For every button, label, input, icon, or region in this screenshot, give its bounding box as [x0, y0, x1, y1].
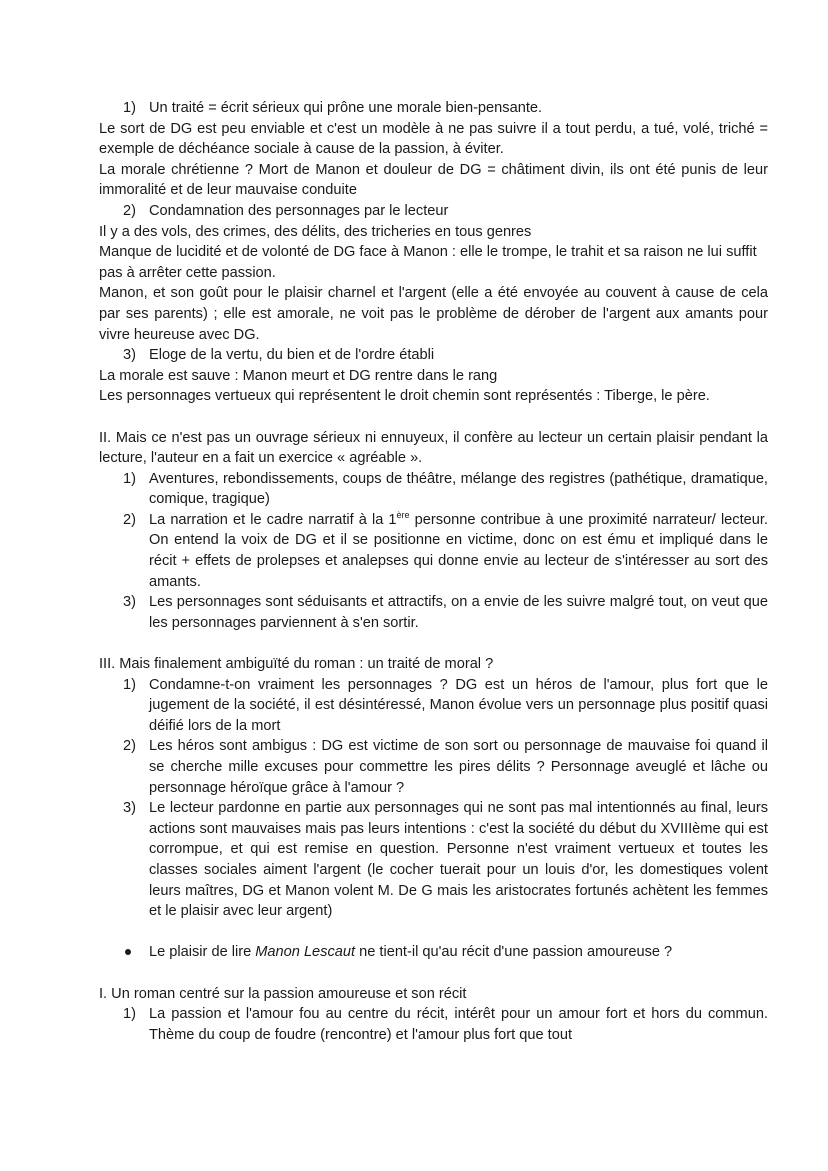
list-item — [99, 798, 768, 922]
list-item — [99, 736, 768, 798]
paragraph: Les personnages vertueux qui représentent le droit chemin sont représentés : Tiberge, le père. — [99, 388, 710, 405]
list-number: 1) — [123, 676, 136, 693]
list-number: 2) — [123, 738, 136, 755]
list-number: 1) — [123, 1006, 136, 1023]
paragraph: Le sort de DG est peu enviable et c'est un modèle à ne pas suivre il a tout perdu, a tué, volé, triché = exemple de déchéance sociale à cause de la passion, à éviter. — [99, 120, 768, 158]
list-number: 1) — [123, 470, 136, 487]
list-item — [99, 345, 768, 366]
spacer — [99, 407, 768, 428]
list-text: Condamnation des personnages par le lecteur — [149, 202, 449, 219]
paragraph: La morale chrétienne ? Mort de Manon et douleur de DG = châtiment divin, ils ont été punis de leur immoralité et de leur mauvaise conduite — [99, 161, 768, 199]
list-text: Eloge de la vertu, du bien et de l'ordre établi — [149, 347, 435, 364]
spacer — [99, 922, 768, 943]
list-item — [99, 510, 768, 592]
list-item — [99, 592, 768, 633]
text-run: ne tient-il qu'au récit d'une passion amoureuse ? — [355, 944, 673, 961]
book-title: Manon Lescaut — [255, 944, 356, 961]
list-number: 1) — [123, 100, 136, 116]
text-run: Le plaisir de lire — [149, 944, 256, 961]
paragraph: Manque de lucidité et de volonté de DG face à Manon : elle le trompe, le trahit et sa raison ne lui suffit pas à arrêter cette passion. — [99, 244, 757, 281]
list-number: 3) — [123, 594, 136, 611]
bullet-item — [99, 942, 768, 963]
list-number: 3) — [123, 800, 136, 817]
list-item — [99, 675, 768, 737]
list-text: Condamne-t-on vraiment les personnages ? DG est un héros de l'amour, plus fort que le jugement de la société, il est désintéressé, Manon évolue vers un personnage plus positif quasi déifié lors de la mort — [149, 676, 768, 734]
list-text — [149, 510, 768, 592]
bullet-icon — [123, 942, 149, 963]
list-text: Un traité = écrit sérieux qui prône une morale bien-pensante. — [149, 100, 543, 116]
list-item — [99, 201, 768, 222]
spacer — [99, 963, 768, 984]
paragraph: Il y a des vols, des crimes, des délits, des tricheries en tous genres — [99, 223, 532, 240]
section-heading: II. Mais ce n'est pas un ouvrage sérieux ni ennuyeux, il confère au lecteur un certain plaisir pendant la lecture, l'auteur en a fait un exercice « agréable ». — [99, 429, 768, 467]
list-text: Le lecteur pardonne en partie aux personnages qui ne sont pas mal intentionnés au final, leurs actions sont mauvaises mais pas leurs intentions : c'est la société du début du XVIIIème qui est corrompue, et qui est remise en question. Personne n'est vraiment vertueux et toutes les classes sociales aiment l'argent (le cocher tuerait pour un louis d'or, les domestiques volent leurs maîtres, DG et Manon volent M. De G mais les aristocrates fortunés achètent les femmes et le plaisir avec leur argent) — [149, 800, 768, 920]
list-item — [99, 469, 768, 510]
section-heading: III. Mais finalement ambiguïté du roman : un traité de moral ? — [99, 656, 494, 673]
list-number: 2) — [123, 202, 136, 219]
superscript: ère — [396, 510, 410, 521]
list-number: 2) — [123, 511, 136, 528]
spacer — [99, 633, 768, 654]
list-text: Les personnages sont séduisants et attractifs, on a envie de les suivre malgré tout, on veut que les personnages parviennent à s'en sortir. — [149, 594, 768, 631]
list-number: 3) — [123, 347, 136, 364]
text-run: La narration et le cadre narratif à la 1 — [149, 511, 397, 528]
list-item — [99, 98, 768, 119]
text-run: personne contribue à une proximité narrateur/ lecteur. On entend la voix de DG et il se positionne en victime, donc on est ému et impliqué dans le récit + effets de prolepses et analepses qui donne envie au lecteur de s'intéresser au sort des amants. — [149, 511, 768, 590]
bullet-text — [149, 942, 768, 963]
list-text: Aventures, rebondissements, coups de théâtre, mélange des registres (pathétique, dramatique, comique, tragique) — [149, 470, 768, 508]
list-item — [99, 1004, 768, 1045]
paragraph: La morale est sauve : Manon meurt et DG rentre dans le rang — [99, 367, 498, 384]
list-text: Les héros sont ambigus : DG est victime de son sort ou personnage de mauvaise foi quand il se cherche mille excuses pour commettre les pires délits ? Personnage aveuglé et lâche ou personnage héroïque grâce à l'amour ? — [149, 738, 768, 796]
paragraph: Manon, et son goût pour le plaisir charnel et l'argent (elle a été envoyée au couvent à cause de cela par ses parents) ; elle est amorale, ne voit pas le problème de dérober de l'argent aux amants pour vivre heureuse avec DG. — [99, 285, 768, 343]
list-text: La passion et l'amour fou au centre du récit, intérêt pour un amour fort et hors du commun. Thème du coup de foudre (rencontre) et l'amour plus fort que tout — [149, 1006, 768, 1043]
section-heading: I. Un roman centré sur la passion amoureuse et son récit — [99, 985, 467, 1002]
